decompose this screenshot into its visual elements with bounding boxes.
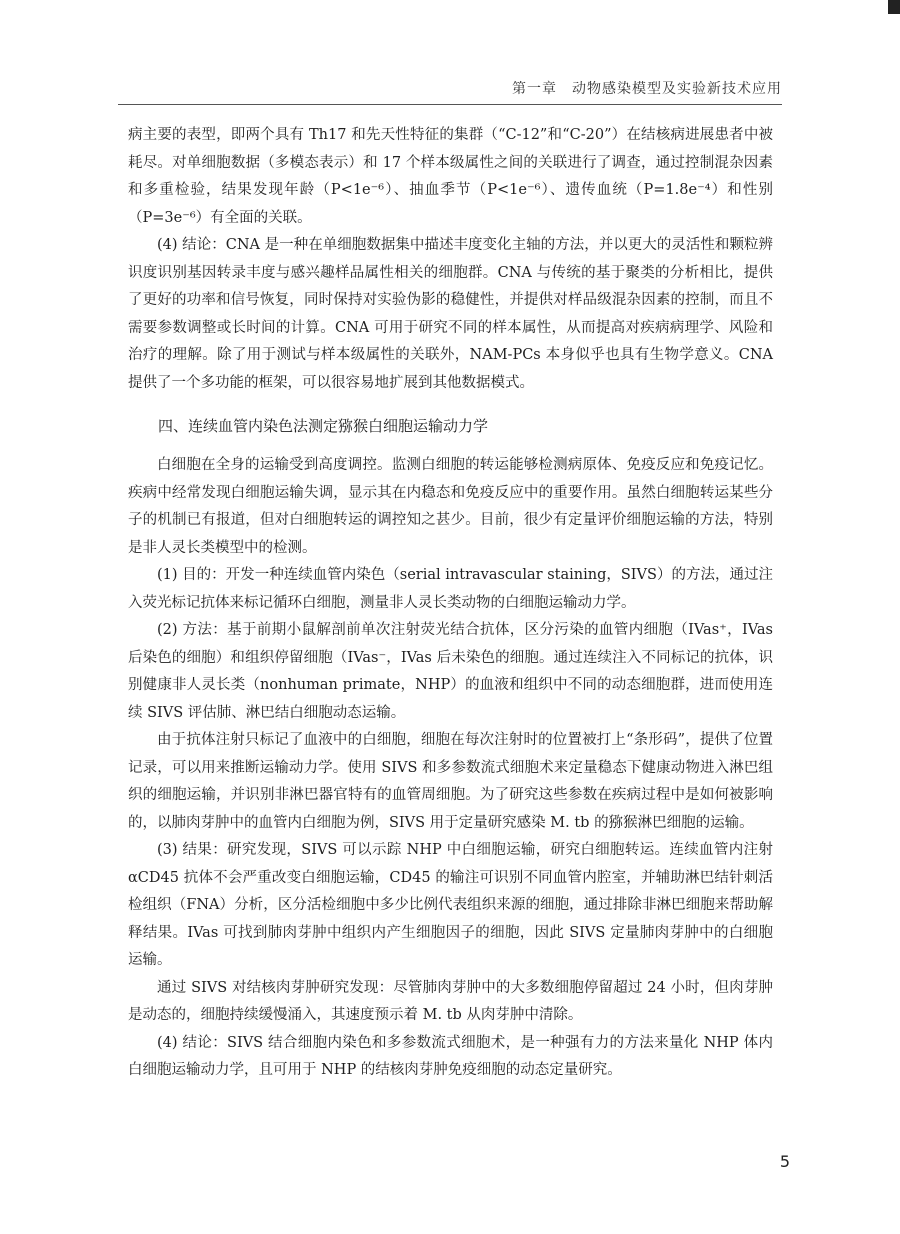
paragraph: (1) 目的：开发一种连续血管内染色（serial intravascular staining，SIVS）的方法，通过注入荧光标记抗体来标记循环白细胞，测量非人灵长类动物的白细胞运输动力学。 (128, 567, 773, 611)
paragraph: (4) 结论：CNA 是一种在单细胞数据集中描述丰度变化主轴的方法，并以更大的灵活性和颗粒辨识度识别基因转录丰度与感兴趣样品属性相关的细胞群。CNA 与传统的基于聚类的分析相比，提供了更好的功率和信号恢复，同时保持对实验伪影的稳健性，并提供对样品级混杂因素的控制，而且不需要参数调整或长时间的计算。CNA 可用于研究不同的样本属性，从而提高对疾病病理学、风险和治疗的理解。除了用于测试与样本级属性的关联外，NAM-PCs 本身似乎也具有生物学意义。CNA 提供了一个多功能的框架，可以很容易地扩展到其他数据模式。 (128, 237, 773, 391)
paragraph: (3) 结果：研究发现，SIVS 可以示踪 NHP 中白细胞运输，研究白细胞转运。连续血管内注射 αCD45 抗体不会严重改变白细胞运输，CD45 的输注可识别不同血管内腔室，并辅助淋巴结针刺活检组织（FNA）分析，区分活检细胞中多少比例代表组织来源的细胞，通过排除非淋巴细胞来帮助解释结果。IVas 可找到肺肉芽肿中组织内产生细胞因子的细胞，因此 SIVS 定量肺肉芽肿中的白细胞运输。 (128, 842, 773, 968)
paragraph: (4) 结论：SIVS 结合细胞内染色和多参数流式细胞术，是一种强有力的方法来量化 NHP 体内白细胞运输动力学，且可用于 NHP 的结核肉芽肿免疫细胞的动态定量研究。 (128, 1034, 773, 1078)
section-heading: 四、连续血管内染色法测定猕猴白细胞运输动力学 (158, 417, 489, 435)
corner-mark (888, 0, 900, 14)
header-divider (118, 104, 782, 105)
paragraph: (2) 方法：基于前期小鼠解剖前单次注射荧光结合抗体，区分污染的血管内细胞（IVas⁺，IVas 后染色的细胞）和组织停留细胞（IVas⁻，IVas 后未染色的细胞。通过连续注入不同标记的抗体，识别健康非人灵长类（nonhuman primate，NHP）的血液和组织中不同的动态细胞群，进而使用连续 SIVS 评估肺、淋巴结白细胞动态运输。 (128, 622, 773, 721)
page-number: 5 (779, 1152, 790, 1171)
page-body (128, 122, 773, 1085)
running-header: 第一章 动物感染模型及实验新技术应用 (512, 81, 782, 97)
paragraph: 由于抗体注射只标记了血液中的白细胞，细胞在每次注射时的位置被打上“条形码”，提供了位置记录，可以用来推断运输动力学。使用 SIVS 和多参数流式细胞术来定量稳态下健康动物进入淋巴组织的细胞运输，并识别非淋巴器官特有的血管周细胞。为了研究这些参数在疾病过程中是如何被影响的，以肺肉芽肿中的血管内白细胞为例，SIVS 用于定量研究感染 M. tb 的猕猴淋巴细胞的运输。 (128, 732, 773, 831)
paragraph: 白细胞在全身的运输受到高度调控。监测白细胞的转运能够检测病原体、免疫反应和免疫记忆。疾病中经常发现白细胞运输失调，显示其在内稳态和免疫反应中的重要作用。虽然白细胞转运某些分子的机制已有报道，但对白细胞转运的调控知之甚少。目前，很少有定量评价细胞运输的方法，特别是非人灵长类模型中的检测。 (128, 457, 773, 556)
paragraph: 病主要的表型，即两个具有 Th17 和先天性特征的集群（“C-12”和“C-20”）在结核病进展患者中被耗尽。对单细胞数据（多模态表示）和 17 个样本级属性之间的关联进行了调查，通过控制混杂因素和多重检验，结果发现年龄（P<1e⁻⁶）、抽血季节（P<1e⁻⁶）、遗传血统（P=1.8e⁻⁴）和性别（P=3e⁻⁶）有全面的关联。 (128, 127, 773, 226)
paragraph: 通过 SIVS 对结核肉芽肿研究发现：尽管肺肉芽肿中的大多数细胞停留超过 24 小时，但肉芽肿是动态的，细胞持续缓慢涌入，其速度预示着 M. tb 从肉芽肿中清除。 (128, 979, 773, 1023)
